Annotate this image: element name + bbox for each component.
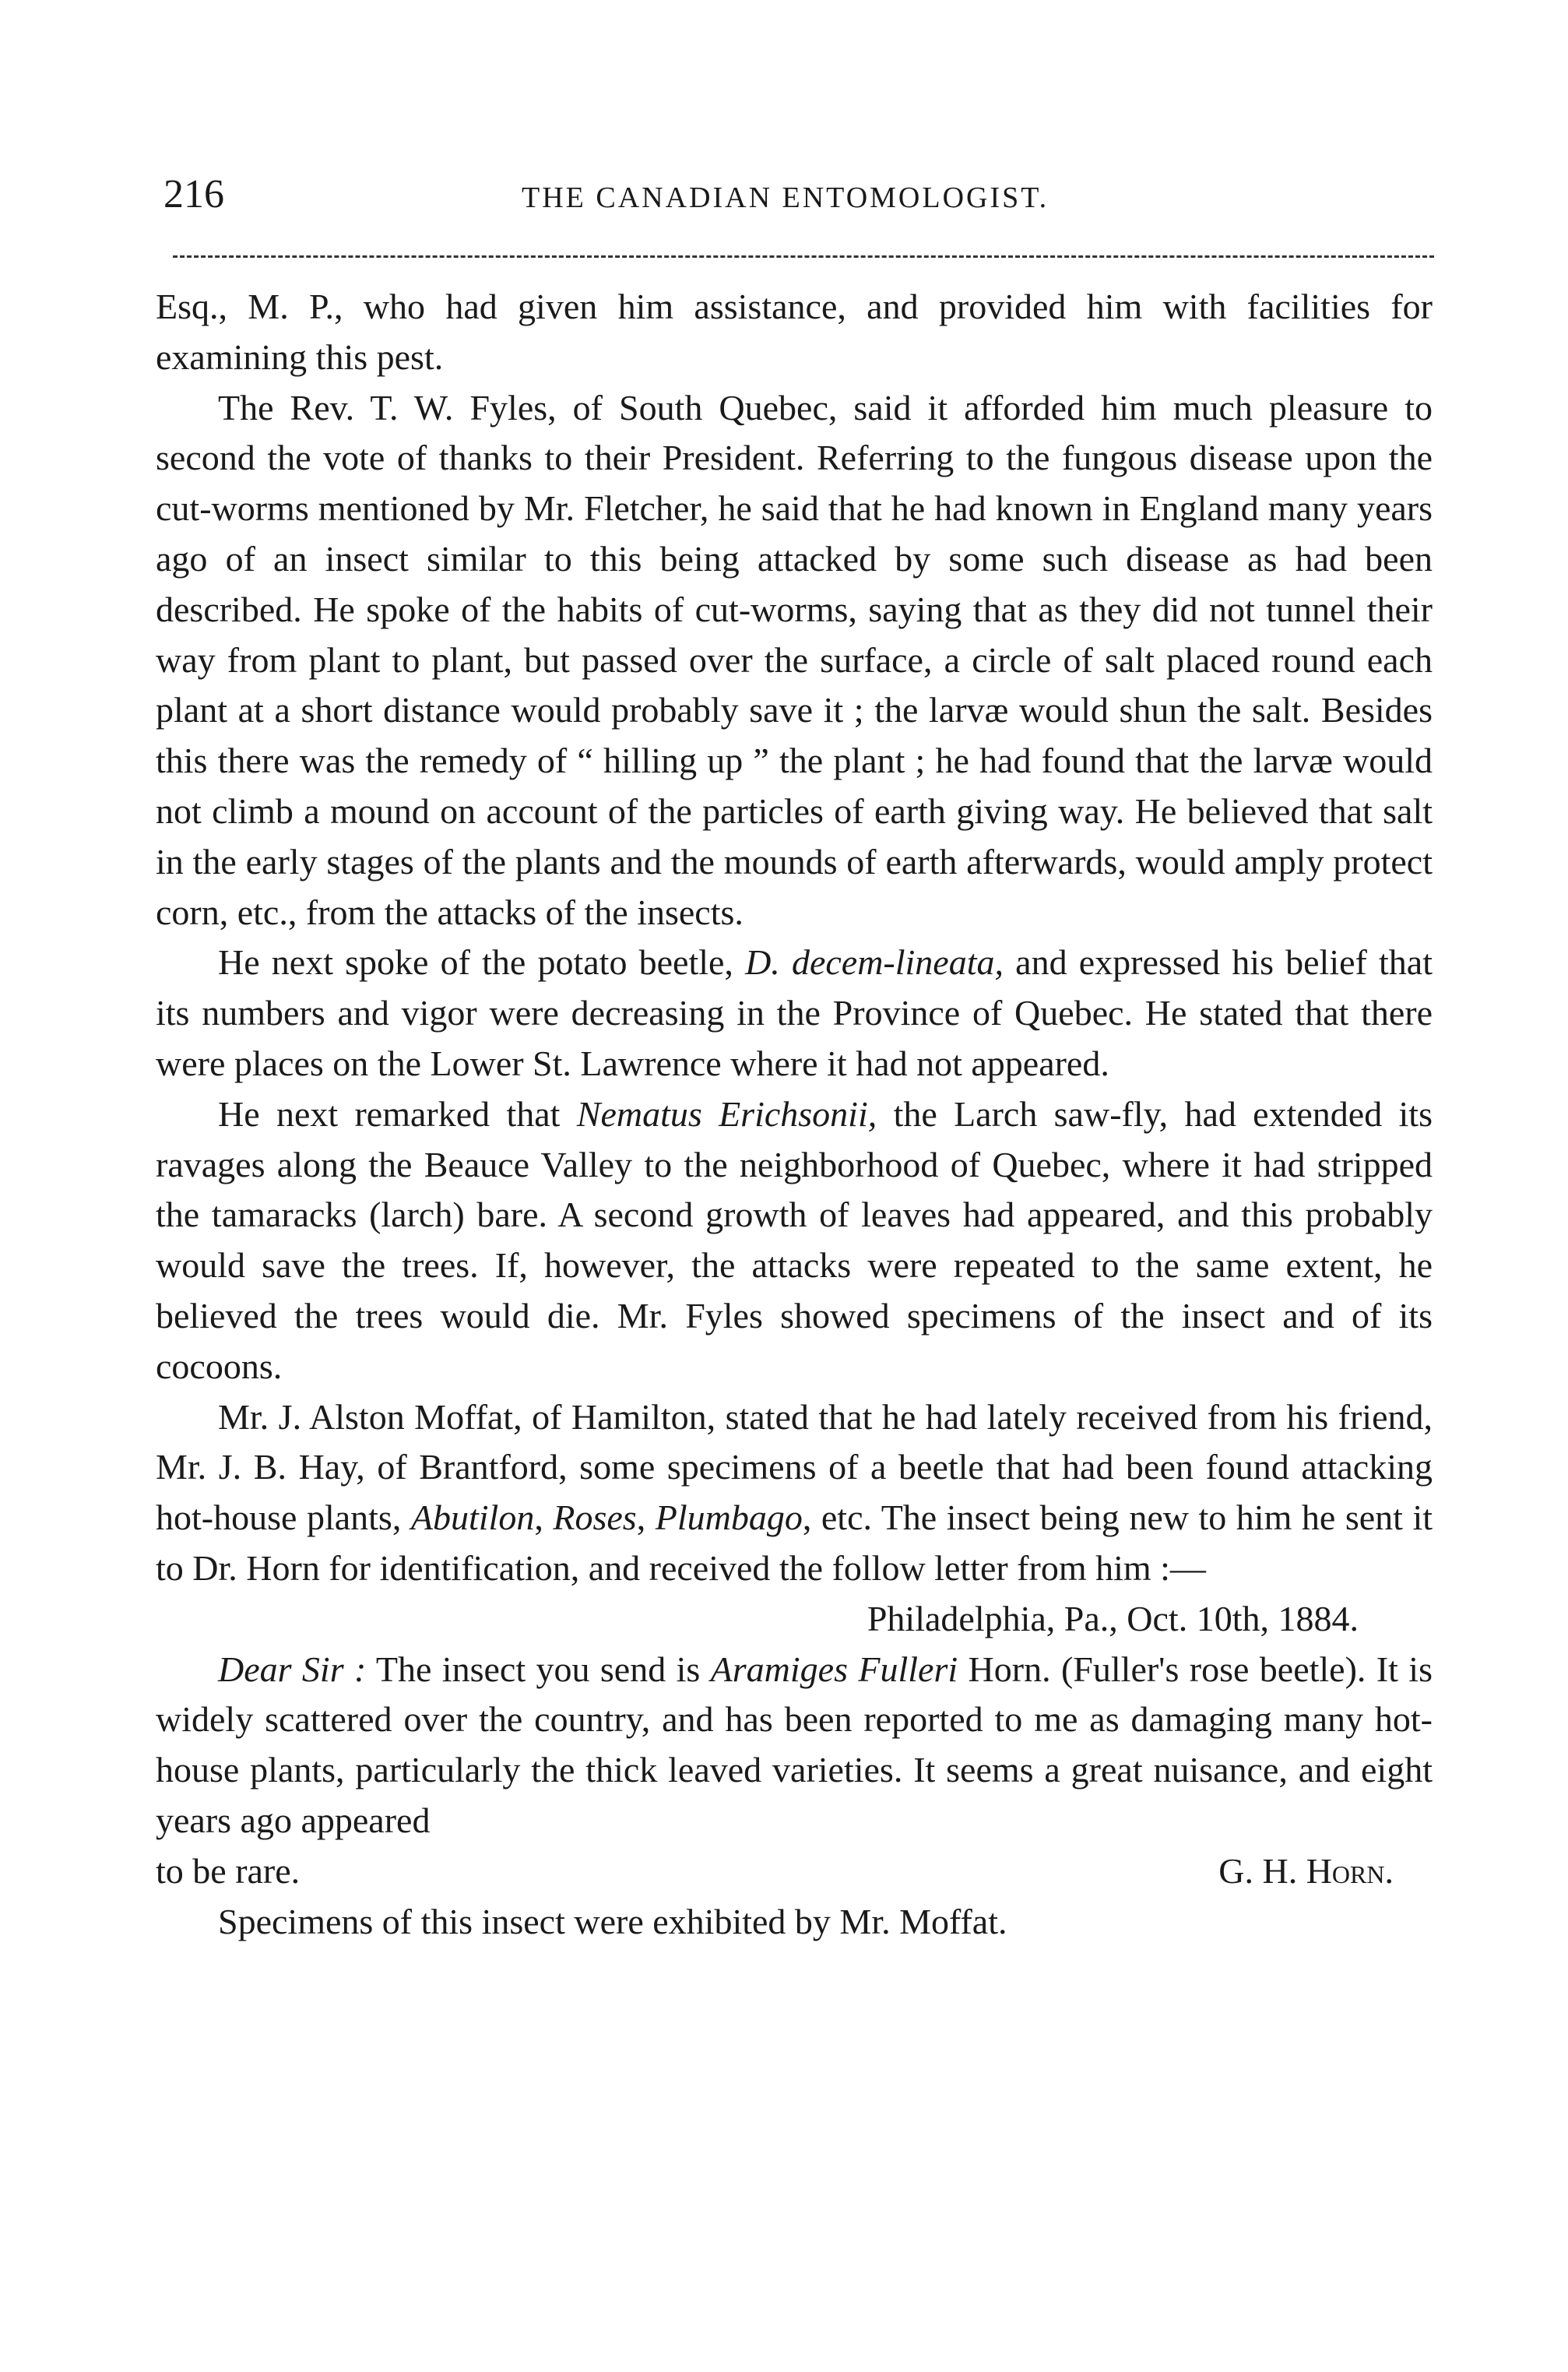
- text-run: , etc. The insect being new to him he sent it to Dr. Horn for identification, and received the follow letter from him :—: [156, 1497, 1433, 1588]
- paragraph-larch-sawfly: [156, 1089, 1433, 1392]
- species-name: Nematus Erichsonii,: [576, 1093, 877, 1134]
- text-run: and expressed his belief that its numbers and vigor were decreasing in the Province of Quebec. He stated that there were places on the Lower St. Lawrence where it had not appeared.: [156, 942, 1433, 1083]
- letter-closing: [156, 1846, 1433, 1897]
- text-run: Horn. (Fuller's rose beetle). It is widely scattered over the country, and has been reported to me as damaging many hot-house plants, particularly the thick leaved varieties. It seems a great nuisance, and eight years ago appeared: [156, 1649, 1433, 1840]
- text-run: He next spoke of the potato beetle,: [218, 942, 746, 983]
- running-title: THE CANADIAN ENTOMOLOGIST.: [522, 181, 1049, 214]
- letter-body: [156, 1645, 1433, 1846]
- text-run: Mr. J. Alston Moffat, of Hamilton, stated that he had lately received from his friend, Mr. J. B. Hay, of Brantford, some specimens of a beetle that had been found attacking hot-house plants,: [156, 1396, 1433, 1538]
- paragraph-moffat: [156, 1392, 1433, 1594]
- letter-dateline: Philadelphia, Pa., Oct. 10th, 1884.: [867, 1598, 1359, 1638]
- paragraph-potato-beetle: [156, 938, 1433, 1089]
- text-run: ,: [534, 1497, 554, 1538]
- letter-signature: G. H. Horn.: [1218, 1850, 1394, 1891]
- text-run: to be rare.: [156, 1850, 301, 1891]
- text-run: The insect you send is: [366, 1649, 711, 1689]
- plant-name: Plumbago: [655, 1497, 803, 1538]
- text-run: He next remarked that: [218, 1093, 577, 1134]
- plant-name: Roses: [553, 1497, 637, 1538]
- letter-salutation: Dear Sir :: [218, 1649, 367, 1689]
- paragraph-continuation: Esq., M. P., who had given him assistance, and provided him with facilities for examining this pest.: [156, 287, 1433, 377]
- paragraph-fyles-remarks: The Rev. T. W. Fyles, of South Quebec, said it afforded him much pleasure to second the vote of thanks to their President. Referring to the fungous disease upon the cut-worms mentioned by Mr. Fletcher, he said that he had known in England many years ago of an insect similar to this being attacked by some such disease as had been described. He spoke of the habits of cut-worms, saying that as they did not tunnel their way from plant to plant, but passed over the surface, a circle of salt placed round each plant at a short distance would probably save it ; the larvæ would shun the salt. Besides this there was the remedy of “ hilling up ” the plant ; he had found that the larvæ would not climb a mound on account of the particles of earth giving way. He believed that salt in the early stages of the plants and the mounds of earth afterwards, would amply protect corn, etc., from the attacks of the insects.: [156, 387, 1433, 932]
- page-header: [163, 164, 1440, 226]
- text-run: the Larch saw-fly, had extended its ravages along the Beauce Valley to the neighborhood of Quebec, where it had stripped the tamaracks (larch) bare. A second growth of leaves had appeared, and this probably would save the trees. If, however, the attacks were repeated to the same extent, he believed the trees would die. Mr. Fyles showed specimens of the insect and of its cocoons.: [156, 1093, 1433, 1386]
- body-text: [156, 282, 1433, 1947]
- species-name: D. decem-lineata,: [745, 942, 1004, 983]
- paragraph-specimens: Specimens of this insect were exhibited by Mr. Moffat.: [218, 1901, 1007, 1941]
- page-number: 216: [163, 172, 224, 216]
- species-name: Aramiges Fulleri: [710, 1649, 958, 1689]
- header-rule: [173, 255, 1434, 258]
- plant-name: Abutilon: [410, 1497, 535, 1538]
- text-run: ,: [636, 1497, 656, 1538]
